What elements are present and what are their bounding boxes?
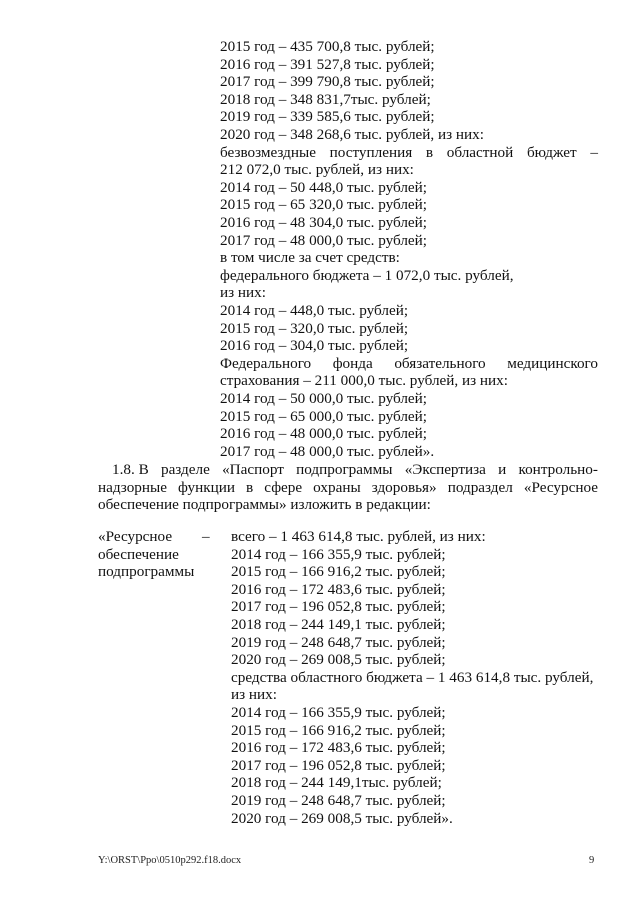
- paragraph-line-word: «Ресурсное: [523, 478, 598, 496]
- text-line: 212 072,0 тыс. рублей, из них:: [220, 161, 414, 179]
- paragraph-line-word: функции: [178, 478, 235, 496]
- text-line: 2015 год – 435 700,8 тыс. рублей;: [220, 38, 435, 55]
- text-line: 2018 год – 348 831,7тыс. рублей;: [220, 90, 431, 108]
- paragraph-line-word: «Паспорт: [222, 461, 284, 478]
- text-line: в том числе за счет средств:: [220, 249, 400, 267]
- justified-line-word: обязательного: [394, 354, 486, 372]
- paragraph-line-word: и: [498, 461, 507, 478]
- paragraph-line-word: подраздел: [447, 478, 513, 496]
- paragraph-line-word: сфере: [264, 478, 303, 496]
- text-line: 2015 год – 65 000,0 тыс. рублей;: [220, 407, 428, 425]
- paragraph-line-word: надзорные: [98, 478, 167, 496]
- left-col-label: подпрограммы: [98, 563, 195, 581]
- left-col-label: «Ресурсное: [98, 528, 173, 545]
- right-col-line: 2018 год – 244 149,1тыс. рублей;: [231, 774, 442, 792]
- justified-line: [220, 355, 598, 373]
- text-line: 2014 год – 448,0 тыс. рублей;: [220, 302, 409, 319]
- right-col-line: 2014 год – 166 355,9 тыс. рублей;: [231, 545, 446, 563]
- right-col-line: 2016 год – 172 483,6 тыс. рублей;: [231, 580, 446, 598]
- paragraph-line-word: контрольно-: [518, 461, 598, 478]
- text-line: 2016 год – 48 000,0 тыс. рублей;: [220, 425, 428, 443]
- text-line: 2016 год – 304,0 тыс. рублей;: [220, 337, 409, 355]
- paragraph-line: обеспечение подпрограммы» изложить в редакции:: [98, 496, 431, 514]
- paragraph-line: [98, 479, 598, 497]
- text-line: 2017 год – 399 790,8 тыс. рублей;: [220, 73, 435, 91]
- justified-line-word: –: [590, 143, 598, 161]
- right-col-line: из них:: [231, 686, 277, 704]
- text-line: 2016 год – 48 304,0 тыс. рублей;: [220, 214, 428, 231]
- paragraph-line-word: разделе: [160, 461, 210, 478]
- dash-separator: –: [202, 528, 210, 545]
- right-col-line: 2020 год – 269 008,5 тыс. рублей».: [231, 809, 453, 827]
- text-line: 2017 год – 48 000,0 тыс. рублей».: [220, 442, 435, 460]
- right-col-line: 2018 год – 244 149,1 тыс. рублей;: [231, 616, 446, 633]
- justified-line-word: Федерального: [220, 354, 312, 372]
- right-col-line: 2016 год – 172 483,6 тыс. рублей;: [231, 739, 446, 757]
- right-col-line: 2015 год – 166 916,2 тыс. рублей;: [231, 563, 446, 581]
- justified-line-word: областной: [446, 143, 514, 161]
- right-col-line: средства областного бюджета – 1 463 614,8 тыс. рублей,: [231, 668, 594, 686]
- text-line: федерального бюджета – 1 072,0 тыс. рублей,: [220, 266, 514, 284]
- text-line: 2020 год – 348 268,6 тыс. рублей, из них:: [220, 126, 484, 143]
- right-col-line: 2020 год – 269 008,5 тыс. рублей;: [231, 651, 446, 669]
- right-col-line: 2015 год – 166 916,2 тыс. рублей;: [231, 721, 446, 739]
- paragraph-line-word: подпрограммы: [296, 461, 393, 478]
- text-line: 2015 год – 65 320,0 тыс. рублей;: [220, 196, 428, 214]
- right-col-line: 2019 год – 248 648,7 тыс. рублей;: [231, 633, 446, 651]
- footer-file-path: Y:\ORST\Ppo\0510p292.f18.docx: [98, 855, 242, 866]
- justified-line-word: в: [425, 143, 434, 161]
- text-line: страхования – 211 000,0 тыс. рублей, из них:: [220, 372, 508, 390]
- right-col-line: 2014 год – 166 355,9 тыс. рублей;: [231, 704, 446, 721]
- page-number: 9: [589, 855, 595, 866]
- left-col-label: обеспечение: [98, 545, 179, 563]
- justified-line-word: медицинского: [507, 354, 598, 372]
- right-col-line: 2019 год – 248 648,7 тыс. рублей;: [231, 792, 446, 809]
- paragraph-line-word: в: [246, 478, 254, 496]
- justified-line-word: безвозмездные: [220, 143, 316, 161]
- text-line: 2016 год – 391 527,8 тыс. рублей;: [220, 55, 435, 73]
- text-line: 2015 год – 320,0 тыс. рублей;: [220, 319, 409, 337]
- justified-line-word: поступления: [329, 143, 413, 161]
- paragraph-line: [112, 461, 598, 479]
- paragraph-line-word: «Экспертиза: [404, 461, 486, 478]
- paragraph-line-word: охраны: [313, 478, 361, 496]
- right-col-line: 2017 год – 196 052,8 тыс. рублей;: [231, 756, 446, 774]
- paragraph-line-word: 1.8. В: [112, 461, 149, 478]
- text-line: 2019 год – 339 585,6 тыс. рублей;: [220, 108, 435, 126]
- right-col-line: всего – 1 463 614,8 тыс. рублей, из них:: [231, 528, 486, 545]
- justified-line-word: бюджет: [526, 143, 577, 161]
- paragraph-line-word: здоровья»: [371, 478, 437, 496]
- justified-line-word: фонда: [332, 354, 373, 372]
- text-line: 2014 год – 50 000,0 тыс. рублей;: [220, 390, 428, 407]
- text-line: из них:: [220, 284, 266, 302]
- justified-line: [220, 144, 598, 162]
- text-line: 2017 год – 48 000,0 тыс. рублей;: [220, 231, 428, 249]
- text-line: 2014 год – 50 448,0 тыс. рублей;: [220, 178, 428, 196]
- right-col-line: 2017 год – 196 052,8 тыс. рублей;: [231, 598, 446, 616]
